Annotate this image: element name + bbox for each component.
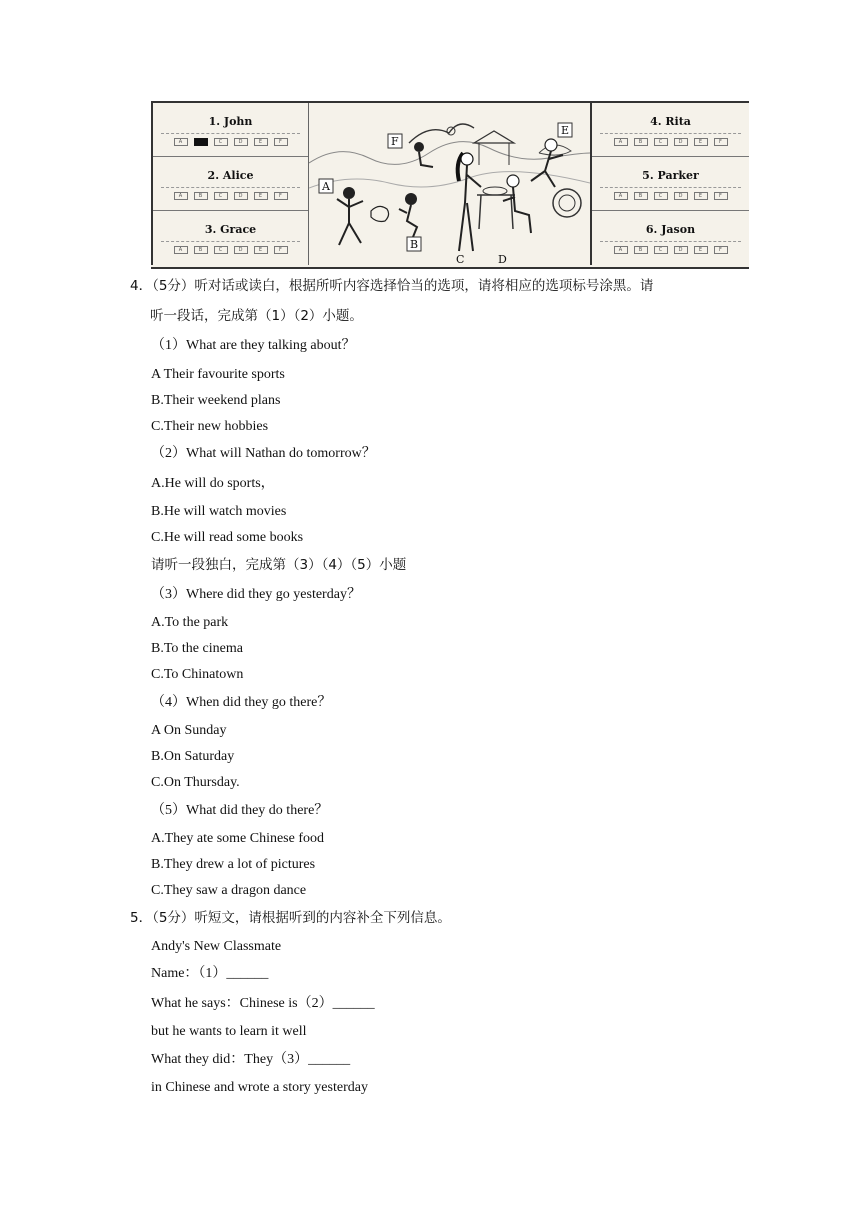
q4-sub5-option-b[interactable]: B.They drew a lot of pictures (151, 857, 316, 872)
q4-sub4-option-c[interactable]: C.On Thursday. (151, 775, 240, 790)
q4-monologue-instruction: 请听一段独白，完成第（3）（4）（5）小题 (151, 557, 407, 573)
q4-sub1-option-a[interactable]: A Their favourite sports (151, 367, 285, 382)
bubble-option[interactable]: C (654, 138, 668, 146)
answer-bubbles (592, 246, 749, 254)
name-label: 3. Grace (204, 223, 257, 236)
q4-sub1-option-c[interactable]: C.Their new hobbies (151, 419, 269, 434)
bubble-option[interactable]: F (714, 138, 728, 146)
name-label: 2. Alice (207, 169, 254, 182)
bubble-option[interactable]: F (714, 246, 728, 254)
bubble-option[interactable]: F (274, 246, 288, 254)
q4-sub4-option-b[interactable]: B.On Saturday (151, 749, 235, 764)
name-cell (153, 157, 308, 211)
q4-sub4-option-a[interactable]: A On Sunday (151, 723, 227, 738)
bubble-option[interactable]: E (694, 246, 708, 254)
q4-sub2-question: （2）What will Nathan do tomorrow？ (151, 446, 376, 461)
q4-sub3-question: （3）Where did they go yesterday？ (151, 587, 361, 602)
scene-label-a: A (322, 180, 330, 193)
bubble-option[interactable]: B (634, 138, 648, 146)
answer-bubbles (592, 192, 749, 200)
bubble-option[interactable]: C (654, 192, 668, 200)
bubble-option[interactable]: A (614, 246, 628, 254)
q4-header: 4．（5分）听对话或读白，根据所听内容选择恰当的选项，请将相应的选项标号涂黑。请 (130, 278, 654, 294)
bubble-option[interactable]: A (174, 192, 188, 200)
answer-bubbles (592, 138, 749, 146)
bubble-option[interactable]: F (274, 138, 288, 146)
name-label: 5. Parker (642, 169, 699, 182)
name-cell (153, 211, 308, 265)
name-cell (592, 103, 749, 157)
q4-sub5-option-a[interactable]: A.They ate some Chinese food (151, 831, 325, 846)
bubble-option[interactable]: A (174, 246, 188, 254)
bubble-option[interactable]: A (614, 192, 628, 200)
q5-line-did: What they did：They（3）______ (151, 1052, 351, 1067)
q4-sub5-option-c[interactable]: C.They saw a dragon dance (151, 883, 307, 898)
q4-sub4-question: （4）When did they go there？ (151, 695, 332, 710)
bubble-option[interactable]: D (674, 138, 688, 146)
q5-line-learn: but he wants to learn it well (151, 1024, 307, 1039)
bubble-option[interactable]: A (614, 138, 628, 146)
q5-header: 5．（5分）听短文，请根据听到的内容补全下列信息。 (130, 910, 451, 926)
answer-bubbles (153, 138, 308, 146)
q5-line-says: What he says：Chinese is（2）______ (151, 996, 375, 1011)
bubble-option[interactable]: D (234, 192, 248, 200)
name-cell (592, 211, 749, 265)
bubble-option[interactable]: C (214, 246, 228, 254)
q4-sub2-option-c[interactable]: C.He will read some books (151, 530, 304, 545)
q5-line-story: in Chinese and wrote a story yesterday (151, 1080, 368, 1095)
q4-header-cont: 听一段话，完成第（1）（2）小题。 (150, 308, 363, 324)
bubble-option[interactable]: F (274, 192, 288, 200)
listening-figure (151, 101, 749, 269)
bubble-option[interactable]: E (694, 138, 708, 146)
right-name-panel (590, 103, 749, 265)
name-label: 6. Jason (645, 223, 696, 236)
scene-illustration (309, 103, 590, 267)
bubble-option[interactable]: D (674, 246, 688, 254)
q4-sub1-option-b[interactable]: B.Their weekend plans (151, 393, 281, 408)
answer-bubbles (153, 246, 308, 254)
scene-label-b: B (410, 238, 419, 251)
bubble-option[interactable]: B (634, 192, 648, 200)
bubble-option-filled[interactable] (194, 138, 208, 146)
bubble-option[interactable]: C (214, 138, 228, 146)
q4-sub3-option-a[interactable]: A.To the park (151, 615, 229, 630)
bubble-option[interactable]: C (214, 192, 228, 200)
scene-label-c: C (456, 253, 465, 266)
answer-bubbles (153, 192, 308, 200)
q4-sub1-question: （1）What are they talking about？ (151, 338, 356, 353)
bubble-option[interactable]: C (654, 246, 668, 254)
q5-line-name: Name：（1）______ (151, 966, 269, 981)
bubble-option[interactable]: F (714, 192, 728, 200)
bubble-option[interactable]: B (634, 246, 648, 254)
bubble-option[interactable]: D (234, 138, 248, 146)
scene-label-e: E (561, 124, 570, 137)
bubble-option[interactable]: B (194, 246, 208, 254)
q5-title: Andy's New Classmate (151, 939, 282, 954)
q4-sub2-option-b[interactable]: B.He will watch movies (151, 504, 287, 519)
bubble-option[interactable]: E (694, 192, 708, 200)
name-cell (153, 103, 308, 157)
name-label: 1. John (208, 115, 253, 128)
name-cell (592, 157, 749, 211)
q4-sub3-option-b[interactable]: B.To the cinema (151, 641, 243, 656)
left-name-panel (151, 103, 309, 265)
bubble-option[interactable]: A (174, 138, 188, 146)
bubble-option[interactable]: D (674, 192, 688, 200)
bubble-option[interactable]: E (254, 246, 268, 254)
bubble-option[interactable]: D (234, 246, 248, 254)
bubble-option[interactable]: B (194, 192, 208, 200)
scene-label-f: F (391, 135, 399, 148)
q4-sub2-option-a[interactable]: A.He will do sports， (151, 476, 275, 491)
scene-label-d: D (498, 253, 507, 266)
bubble-option[interactable]: E (254, 192, 268, 200)
name-label: 4. Rita (650, 115, 691, 128)
q4-sub5-question: （5）What did they do there？ (151, 803, 329, 818)
bubble-option[interactable]: E (254, 138, 268, 146)
q4-sub3-option-c[interactable]: C.To Chinatown (151, 667, 244, 682)
